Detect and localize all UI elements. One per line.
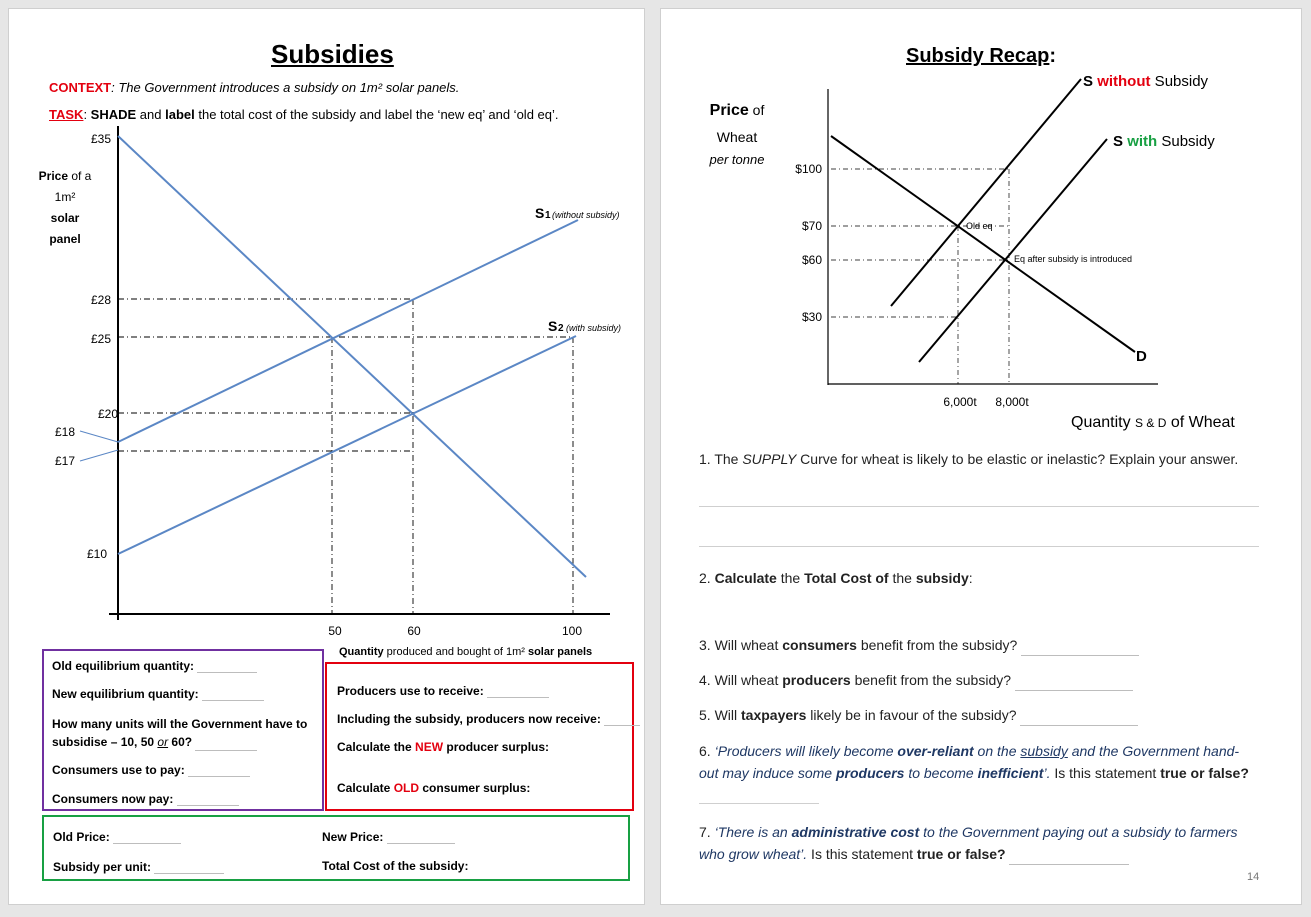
wheat-demand-curve [831,136,1135,352]
task-shade: SHADE [90,107,137,122]
s-without-word: without [1097,73,1151,90]
price-tick-20: £20 [97,407,118,421]
y-label-price-word: Price [709,102,749,119]
total-cost-row [322,859,468,873]
q1-answer-line-2[interactable] [699,546,1259,547]
q7-rest: Is this statement [807,846,917,862]
y-label-price: Price [38,169,68,183]
old-cs-row [337,781,530,795]
new-price-label: New Price: [322,830,384,844]
consumers-used-answer[interactable] [188,762,250,777]
q1-supply: SUPPLY [742,451,797,467]
question-7 [699,821,1238,865]
subsidy-chart [9,9,646,669]
producers-used-row [337,683,549,698]
price-tick-25: £25 [90,332,111,346]
old-eq-quantity-label: Old equilibrium quantity: [52,659,194,673]
new-eq-label: Eq after subsidy is introduced [1014,254,1133,264]
price-tick-35: £35 [90,132,111,146]
question-1 [699,448,1238,470]
old-price-answer[interactable] [113,829,181,844]
q6-quote-6: ’. [1043,765,1051,781]
subsidy-cost-box [42,815,630,881]
x-label-tail: solar panels [527,646,593,658]
q7-quote-3: who grow wheat’. [699,846,808,862]
q4-c: benefit from the subsidy? [850,672,1012,688]
quantity-tick-100: 100 [561,624,583,638]
q4-producers: producers [782,672,851,688]
producers-used-label: Producers use to receive: [337,684,484,698]
q7-quote-2: to the Government paying out a subsidy to farmers [919,824,1238,840]
x-label-quantity: Quantity [339,646,384,658]
s-with-s: S [1113,133,1128,150]
q5-a: 5. Will [699,707,741,723]
subsidy-per-unit-answer[interactable] [154,859,224,874]
x-label-rest: produced and bought of 1m² [383,646,528,658]
recap-title-colon: : [1049,45,1057,67]
y-label-ofa: of a [71,169,92,183]
q6-answer-line[interactable] [699,803,819,804]
s-without-label [1083,73,1209,90]
question-5 [699,704,1138,726]
q6-true-false: true or false? [1160,765,1249,781]
question-4 [699,669,1133,691]
s-with-label [1113,133,1215,150]
consumers-used-label: Consumers use to pay: [52,763,185,777]
wheat-x-axis-label [1071,414,1235,431]
units-answer[interactable] [195,736,257,751]
x-label-sd: S & D [1135,416,1167,430]
pointer-17 [80,450,118,461]
new-ps-b: producer surplus: [443,740,550,754]
new-ps-a: Calculate the [337,740,416,754]
new-eq-quantity-answer[interactable] [202,686,264,701]
q6-inefficient: inefficient [977,765,1044,781]
q6-quote-1: ‘Producers will likely become [714,743,898,759]
price-tick-17: £17 [54,454,75,468]
old-cs-b: consumer surplus: [419,781,531,795]
left-page [8,8,645,905]
units-question-row [52,715,307,751]
q5-answer[interactable] [1020,711,1138,726]
new-ps-row [337,740,549,754]
q4-a: 4. Will wheat [699,672,783,688]
s1-label: S [535,205,545,221]
s2-sub: 2 [558,323,564,334]
quantity-tick-50: 50 [328,624,342,638]
q1-answer-line-1[interactable] [699,506,1259,507]
x-label-of-wheat: of Wheat [1166,414,1235,431]
right-page [660,8,1302,905]
context-label: CONTEXT [49,80,112,95]
task-colon: : [83,107,91,122]
x-axis-label [339,646,592,658]
demand-label: D [1136,348,1147,365]
units-question-line1: How many units will the Government have to [52,717,308,731]
q2-c: the [888,570,916,586]
pointer-18 [80,431,118,442]
subsidy-per-unit-label: Subsidy per unit: [53,860,152,874]
wheat-price-60: $60 [801,253,822,267]
q5-c: likely be in favour of the subsidy? [806,707,1017,723]
y-label-solar: solar [50,211,80,225]
new-eq-quantity-label: New equilibrium quantity: [52,687,199,701]
wheat-quantity-6000: 6,000t [943,395,977,409]
consumers-now-answer[interactable] [177,791,239,806]
task-label-word: label [165,107,195,122]
s-with-rest: Subsidy [1157,133,1215,150]
y-label-unit: 1m² [54,190,76,204]
s2-label: S [548,318,558,334]
supply-s1-curve [118,220,578,442]
q7-true-false: true or false? [916,846,1006,862]
y-label-per-tonne: per tonne [709,152,765,167]
q3-a: 3. Will wheat [699,637,783,653]
wheat-supply-with-curve [919,139,1107,362]
producers-now-answer[interactable] [604,711,640,726]
q5-taxpayers: taxpayers [741,707,807,723]
price-tick-10: £10 [86,547,107,561]
q1-a: 1. The [699,451,743,467]
q6-rest: Is this statement [1050,765,1161,781]
question-2 [699,567,973,589]
q6-quote-2: on the [973,743,1021,759]
old-price-label: Old Price: [53,830,110,844]
s-without-rest: Subsidy [1150,73,1209,90]
s-with-word: with [1127,133,1158,150]
q6-subsidy: subsidy [1020,743,1068,759]
producer-questions-box [325,662,634,811]
old-cs-a: Calculate [337,781,394,795]
page-number: 14 [1247,871,1260,883]
question-6 [699,740,1249,784]
new-price-row [322,829,455,844]
q3-answer[interactable] [1021,641,1139,656]
q2-subsidy: subsidy [915,570,969,586]
supply-s2-curve [118,336,576,554]
quantity-tick-60: 60 [407,624,421,638]
q7-admin-cost: administrative cost [791,824,920,840]
task-rest: the total cost of the subsidy and label the ‘new eq’ and ‘old eq’. [194,107,559,122]
new-price-answer[interactable] [387,829,455,844]
q1-b: Curve for wheat is likely to be elastic or inelastic? Explain your answer. [796,451,1239,467]
s1-note: (without subsidy) [552,210,620,220]
producers-now-label: Including the subsidy, producers now receive: [337,712,601,726]
producers-used-answer[interactable] [487,683,549,698]
s-without-s: S [1083,73,1098,90]
y-label-wheat: Wheat [716,129,758,145]
equilibrium-questions-box [42,649,324,811]
s1-sub: 1 [545,210,551,221]
q6-quote-3: and the Government hand- [1067,743,1240,759]
q7-quote-1: ‘There is an [714,824,792,840]
units-question-line2a: subsidise – 10, 50 [52,735,158,749]
y-label-of: of [748,102,765,118]
new-ps-new: NEW [415,740,444,754]
q4-answer[interactable] [1015,676,1133,691]
consumers-now-label: Consumers now pay: [52,792,174,806]
old-eq-quantity-row [52,658,257,673]
subsidy-per-unit-row [53,859,224,874]
old-eq-quantity-answer[interactable] [197,658,257,673]
recap-title-text: Subsidy Recap [906,45,1050,67]
consumers-used-row [52,762,250,777]
wheat-price-100: $100 [795,162,822,176]
old-price-row [53,829,181,844]
wheat-quantity-8000: 8,000t [995,395,1029,409]
page-title: Subsidies [271,39,394,69]
q7-a: 7. [699,824,715,840]
q6-quote-5: to become [904,765,978,781]
wheat-subsidy-chart [661,9,1303,449]
old-cs-old: OLD [393,781,420,795]
wheat-price-30: $30 [801,310,822,324]
producers-now-row [337,711,640,726]
total-cost-label: Total Cost of the subsidy: [322,859,469,873]
q2-d: : [968,570,973,586]
context-text: : The Government introduces a subsidy on 1m² solar panels. [111,80,460,95]
units-question-or: or [157,735,169,749]
q6-a: 6. [699,743,715,759]
units-question-line2b: 60? [168,735,193,749]
q3-c: benefit from the subsidy? [856,637,1018,653]
wheat-supply-without-curve [891,79,1081,306]
q3-consumers: consumers [782,637,857,653]
wheat-price-70: $70 [801,219,822,233]
old-eq-label: Old eq [966,221,993,231]
q6-over-reliant: over-reliant [897,743,974,759]
q6-producers: producers [835,765,905,781]
task-and: and [136,107,166,122]
new-eq-quantity-row [52,686,264,701]
x-label-quantity-word: Quantity [1071,414,1136,431]
y-label-panel: panel [49,232,81,246]
question-3 [699,634,1139,656]
s2-note: (with subsidy) [566,323,622,333]
q2-total: Total Cost of [804,570,889,586]
q6-quote-4: out may induce some [699,765,836,781]
q2-a: 2. [699,570,715,586]
q2-b: the [776,570,805,586]
q7-answer[interactable] [1009,850,1129,865]
price-tick-28: £28 [90,293,111,307]
consumers-now-row [52,791,239,806]
demand-curve [118,136,586,577]
task-label: TASK [49,107,84,122]
q2-calculate: Calculate [714,570,777,586]
price-tick-18: £18 [54,425,75,439]
